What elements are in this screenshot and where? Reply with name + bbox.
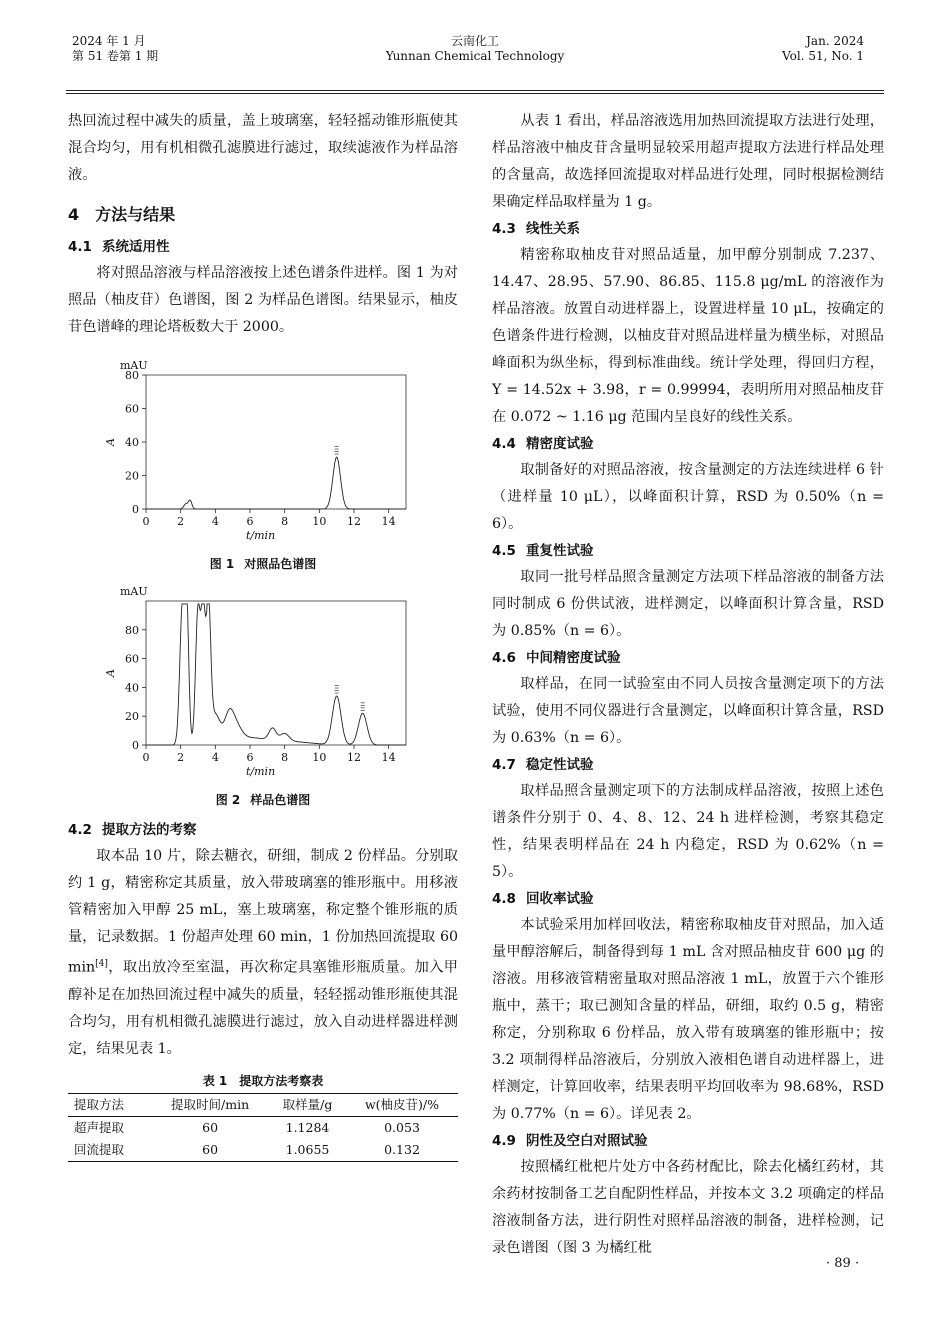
header-center <box>375 34 575 64</box>
figure-1 <box>68 345 458 575</box>
figure-2-caption <box>68 789 458 811</box>
section-4-2-text-a: 取本品 10 片，除去糖衣，研细，制成 2 份样品。分别取约 1 g，精密称定其质量，放入带玻璃塞的锥形瓶中。用移液管精密加入甲醇 25 mL，塞上玻璃塞，称定整个锥形瓶的质量，记录数据。1 份超声处理 60 min，1 份加热回流提取 60 min <box>68 848 458 976</box>
section-4-5-heading <box>492 538 884 564</box>
y-axis-label: A <box>104 669 117 677</box>
table-header-cell: 提取方法 <box>74 1096 125 1112</box>
chromatogram-trace <box>146 457 406 509</box>
header-volume-en: Vol. 51, No. 1 <box>782 49 864 63</box>
table-1-caption <box>68 1069 458 1093</box>
table-row <box>68 1139 458 1162</box>
table-cell: 60 <box>202 1141 219 1157</box>
y-tick-label: 40 <box>125 681 139 695</box>
table-cell: 超声提取 <box>74 1119 125 1135</box>
x-tick-label: 6 <box>246 515 254 528</box>
section-4-6-text: 取样品，在同一试验室由不同人员按含量测定项下的方法试验，使用不同仪器进行含量测定，以峰面积计算含量，RSD 为 0.63%（n = 6）。 <box>492 676 884 746</box>
y-unit-label: mAU <box>120 359 148 372</box>
y-tick-label: 60 <box>125 652 139 666</box>
section-title: 线性关系 <box>526 221 580 237</box>
figure-title: 样品色谱图 <box>250 793 311 807</box>
section-4-7-text: 取样品照含量测定项下的方法制成样品溶液，按照上述色谱条件分别于 0、4、8、12、24 h 进样检测，考察其稳定性，结果表明样品在 24 h 内稳定，RSD 为 0.62%（n = 5）。 <box>492 783 884 880</box>
section-4-9-text: 按照橘红枇杷片处方中各药材配比，除去化橘红药材，其余药材按制备工艺自配阴性样品，并按本文 3.2 项确定的样品溶液制备方法，进行阴性对照样品溶液的制备，进样检测，记录色谱图（图 3 为橘红枇 <box>492 1159 884 1256</box>
y-tick-label: 80 <box>125 369 139 382</box>
section-number: 4.1 <box>68 239 92 255</box>
section-4-2-text-b: ，取出放冷至室温，再次称定具塞锥形瓶质量。加入甲醇补足在加热回流过程中减失的质量，轻轻摇动锥形瓶使其混合均匀，用有机相微孔滤膜进行滤过，放入自动进样器进样测定，结果见表 1。 <box>68 959 458 1057</box>
figure-2 <box>68 581 458 811</box>
section-4-8-text: 本试验采用加样回收法，精密称取柚皮苷对照品，加入适量甲醇溶解后，制备得到每 1 mL 含对照品柚皮苷 600 μg 的溶液。用移液管精密量取对照品溶液 1 mL，放置于六个锥形瓶中，蒸干；取已测知含量的样品，研细，取约 0.5 g，精密称定，分别称取 6 份样品，放入带有玻璃塞的锥形瓶中；按 3.2 项制得样品溶液后，分别放入液相色谱自动进样器上，进样测定，计算回收率，结果表明平均回收率为 98.68%，RSD 为 0.77%（n = 6）。详见表 2。 <box>492 917 884 1122</box>
section-4-2-text <box>68 843 458 1063</box>
x-tick-label: 6 <box>246 751 254 764</box>
journal-title-en: Yunnan Chemical Technology <box>385 49 565 63</box>
paragraph-table-discussion: 从表 1 看出，样品溶液选用加热回流提取方法进行处理，样品溶液中柚皮苷含量明显较采用超声提取方法进行样品处理的含量高，故选择回流提取对样品进行处理，同时根据检测结果确定样品取样量为 1 g。 <box>492 113 884 210</box>
plot-frame <box>146 375 406 509</box>
header-date-en: Jan. 2024 <box>806 34 864 48</box>
journal-title-cn: 云南化工 <box>450 34 499 48</box>
y-tick-label: 80 <box>125 623 139 637</box>
section-number: 4.4 <box>492 436 516 452</box>
x-axis-label: t/min <box>246 529 276 542</box>
section-number: 4.9 <box>492 1133 516 1149</box>
x-tick-label: 2 <box>177 515 185 528</box>
header-right <box>782 34 864 64</box>
section-4-1-heading <box>68 234 458 260</box>
figure-1-caption <box>68 553 458 575</box>
x-tick-label: 10 <box>312 515 327 528</box>
table-cell: 60 <box>202 1119 219 1135</box>
x-tick-label: 0 <box>142 515 150 528</box>
section-number: 4.8 <box>492 891 516 907</box>
section-title: 提取方法的考察 <box>102 822 197 838</box>
x-tick-label: 0 <box>142 751 150 764</box>
section-title: 精密度试验 <box>526 436 594 452</box>
table-title: 提取方法考察表 <box>239 1073 324 1088</box>
header-date: 2024 年 1 月 <box>72 34 146 48</box>
header-rule-2 <box>66 93 884 94</box>
table-header-cell: 提取时间/min <box>171 1096 250 1112</box>
x-tick-label: 4 <box>211 515 219 528</box>
table-cell: 1.1284 <box>285 1119 330 1135</box>
citation-ref[interactable]: [4] <box>95 959 108 969</box>
y-tick-label: 20 <box>125 469 139 483</box>
y-tick-label: 60 <box>125 402 139 416</box>
section-4-4-text: 取制备好的对照品溶液，按含量测定的方法连续进样 6 针（进样量 10 μL），以峰面积计算，RSD 为 0.50%（n = 6）。 <box>492 462 884 532</box>
section-title: 系统适用性 <box>102 239 170 255</box>
table-header-cell: w(柚皮苷)/% <box>364 1096 440 1112</box>
section-number: 4.5 <box>492 543 516 559</box>
x-tick-label: 8 <box>281 515 289 528</box>
table-number: 表 1 <box>202 1073 228 1088</box>
section-4-1-text: 将对照品溶液与样品溶液按上述色谱条件进样。图 1 为对照品（柚皮苷）色谱图，图 2 为样品色谱图。结果显示，柚皮苷色谱峰的理论塔板数大于 2000。 <box>68 265 458 335</box>
table-cell: 0.132 <box>384 1141 420 1157</box>
x-tick-label: 8 <box>281 751 289 764</box>
table-cell: 1.0655 <box>285 1141 330 1157</box>
section-number: 4.2 <box>68 822 92 838</box>
x-tick-label: 14 <box>381 515 396 528</box>
section-title: 阴性及空白对照试验 <box>526 1133 648 1149</box>
section-4-8-heading <box>492 886 884 912</box>
y-tick-label: 0 <box>132 739 139 752</box>
right-column <box>492 108 884 1262</box>
x-tick-label: 2 <box>177 751 185 764</box>
section-4-9-heading <box>492 1128 884 1154</box>
plot-frame <box>146 601 406 745</box>
page-number: · 89 · <box>826 1256 860 1271</box>
header-rule <box>66 90 884 91</box>
table-cell: 0.053 <box>384 1119 420 1135</box>
section-number: 4.7 <box>492 757 516 773</box>
y-unit-label: mAU <box>120 585 148 598</box>
table-cell: 回流提取 <box>74 1141 125 1157</box>
section-4-heading: 4 方法与结果 <box>68 205 176 224</box>
section-4-3-text: 精密称取柚皮苷对照品适量，加甲醇分别制成 7.237、14.47、28.95、57.90、86.85、115.8 μg/mL 的溶液作为样品溶液。放置自动进样器上，设置进样量 10 μL，按确定的色谱条件进行检测，以柚皮苷对照品进样量为横坐标，对照品峰面积为纵坐标，得到标准曲线。统计学处理，得回归方程，Y = 14.52x + 3.98，r = 0.99994，表明所用对照品柚皮苷在 0.072 ~ 1.16 μg 范围内呈良好的线性关系。 <box>492 247 884 425</box>
section-title: 重复性试验 <box>526 543 594 559</box>
table-header-row <box>68 1093 458 1116</box>
section-4-7-heading <box>492 752 884 778</box>
x-tick-label: 12 <box>347 515 361 528</box>
chromatogram-trace <box>146 604 406 745</box>
intro-paragraph: 热回流过程中减失的质量，盖上玻璃塞，轻轻摇动锥形瓶使其混合均匀，用有机相微孔滤膜进行滤过，取续滤液作为样品溶液。 <box>68 113 458 183</box>
header-volume: 第 51 卷第 1 期 <box>72 49 159 63</box>
section-4-2-heading <box>68 817 458 843</box>
chromatogram-1 <box>68 345 458 543</box>
section-title: 回收率试验 <box>526 891 594 907</box>
section-number: 4.6 <box>492 650 516 666</box>
y-tick-label: 20 <box>125 710 139 724</box>
table-header-cell: 取样量/g <box>282 1096 333 1112</box>
x-tick-label: 12 <box>347 751 361 764</box>
chromatogram-2 <box>68 581 458 779</box>
figure-number: 图 1 <box>209 557 235 571</box>
figure-number: 图 2 <box>215 793 241 807</box>
section-title: 中间精密度试验 <box>526 650 621 666</box>
y-tick-label: 0 <box>132 503 139 516</box>
section-4-5-text: 取同一批号样品照含量测定方法项下样品溶液的制备方法同时制成 6 份供试液，进样测定，以峰面积计算含量，RSD 为 0.85%（n = 6）。 <box>492 569 884 639</box>
left-column <box>68 108 458 1162</box>
table-row <box>68 1116 458 1139</box>
x-tick-label: 14 <box>381 751 396 764</box>
header-left <box>72 34 158 64</box>
section-title: 稳定性试验 <box>526 757 594 773</box>
section-4-3-heading <box>492 216 884 242</box>
x-tick-label: 4 <box>211 751 219 764</box>
section-4-4-heading <box>492 431 884 457</box>
y-tick-label: 40 <box>125 436 139 449</box>
y-axis-label: A <box>104 438 117 446</box>
section-4-6-heading <box>492 645 884 671</box>
x-axis-label: t/min <box>246 765 276 778</box>
figure-title: 对照品色谱图 <box>244 557 317 571</box>
table-1 <box>68 1093 458 1162</box>
section-number: 4.3 <box>492 221 516 237</box>
x-tick-label: 10 <box>312 751 327 764</box>
